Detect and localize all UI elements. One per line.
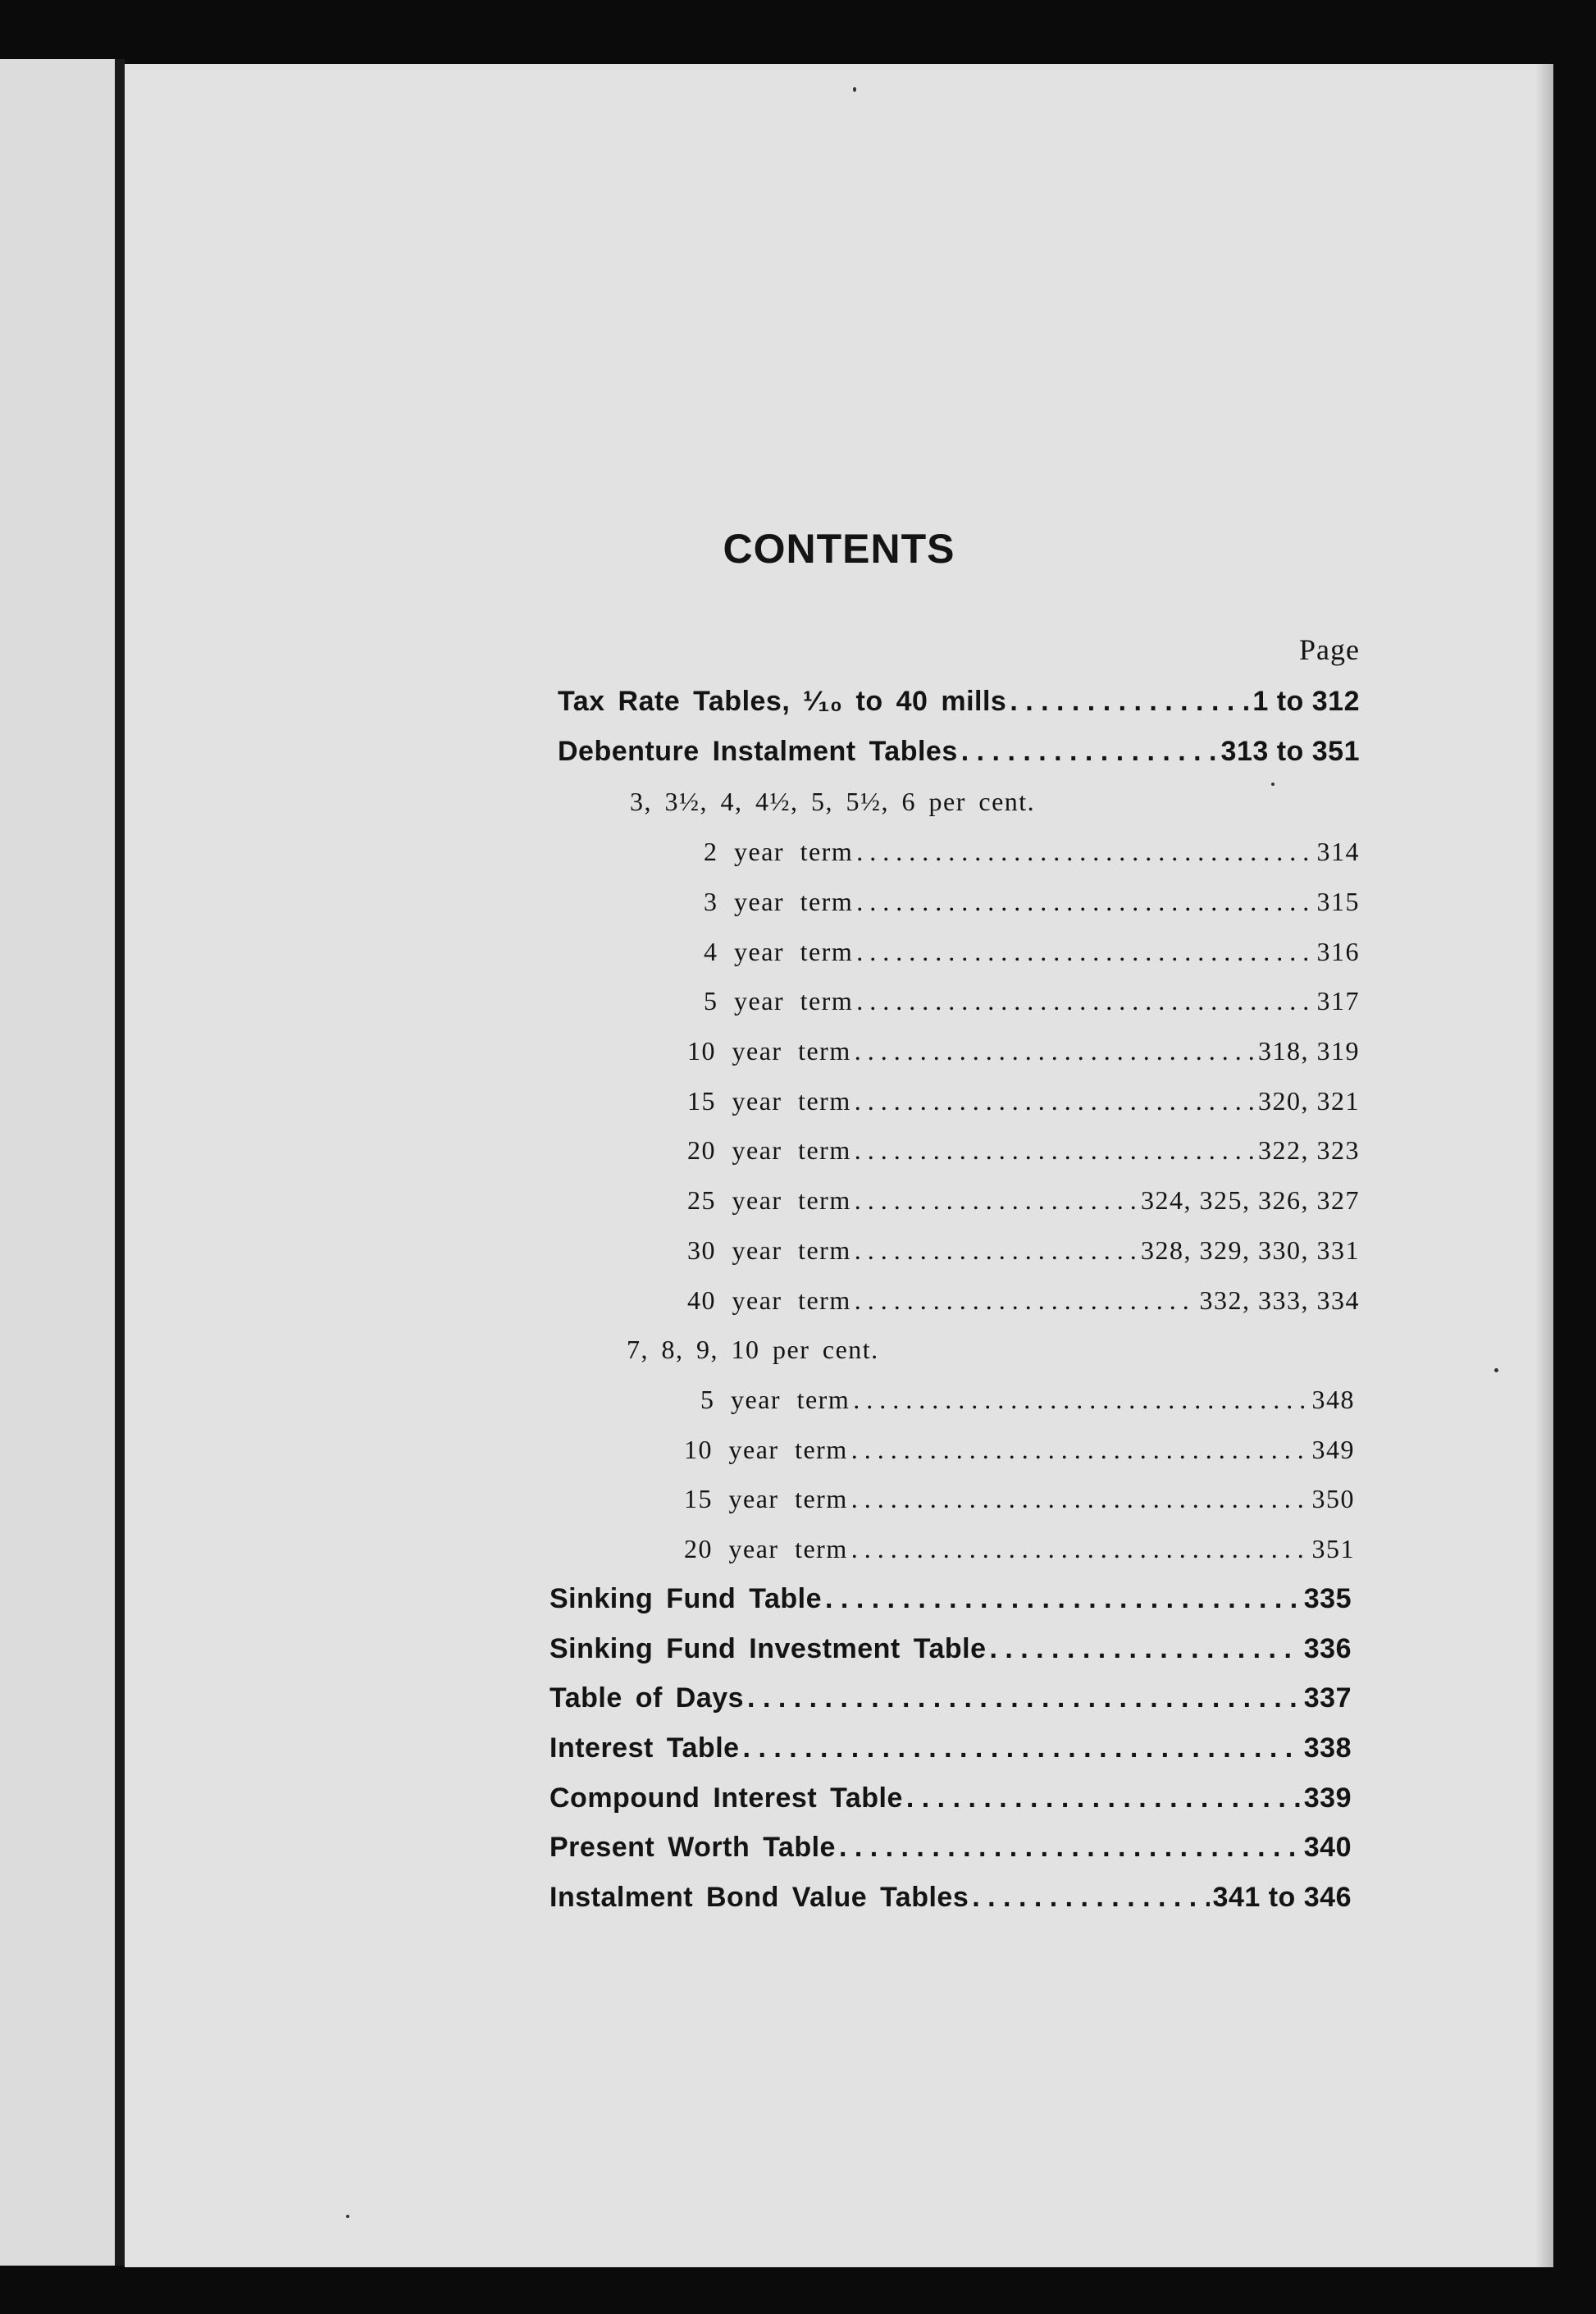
term-label: 10 year term xyxy=(684,1435,848,1464)
dot-leader xyxy=(989,1628,1300,1669)
toc-entry-label: Sinking Fund Investment Table xyxy=(549,1633,987,1664)
toc-entry-pages: 338 xyxy=(1303,1732,1352,1764)
toc-term-row[interactable] xyxy=(687,1030,1360,1071)
toc-entry-label: Debenture Instalment Tables xyxy=(558,736,958,767)
dot-leader xyxy=(747,1677,1301,1718)
term-pages: 351 xyxy=(1311,1534,1355,1563)
dot-leader xyxy=(855,1030,1255,1071)
page-title: CONTENTS xyxy=(723,526,955,572)
dot-leader xyxy=(851,1429,1309,1470)
dot-leader xyxy=(851,1528,1309,1569)
toc-entry-sinking-fund-table[interactable] xyxy=(549,1578,1352,1619)
toc-entry-pages: 336 xyxy=(1303,1633,1352,1664)
toc-term-row[interactable] xyxy=(684,1429,1355,1470)
term-label: 3 year term xyxy=(704,887,854,916)
toc-term-row[interactable] xyxy=(687,1280,1360,1321)
toc-entry-pages: 340 xyxy=(1303,1832,1352,1863)
toc-entry-label: Present Worth Table xyxy=(549,1832,836,1863)
toc-entry-table-of-days[interactable] xyxy=(549,1677,1352,1718)
dot-leader xyxy=(1010,681,1249,722)
term-pages: 315 xyxy=(1316,887,1360,916)
toc-entry-label: Tax Rate Tables, ¹⁄₁₀ to 40 mills xyxy=(558,686,1007,717)
dot-leader xyxy=(856,931,1313,972)
term-pages: 350 xyxy=(1311,1484,1355,1513)
toc-entry-debenture-instalment-tables[interactable] xyxy=(558,731,1360,772)
term-pages: 316 xyxy=(1316,937,1360,966)
page-edge-shadow xyxy=(1535,64,1553,2267)
term-pages: 314 xyxy=(1316,837,1360,866)
term-label: 5 year term xyxy=(700,1385,850,1414)
term-label: 5 year term xyxy=(704,986,854,1016)
toc-entry-label: Instalment Bond Value Tables xyxy=(549,1882,969,1913)
toc-term-row[interactable] xyxy=(704,881,1360,922)
dot-leader xyxy=(961,731,1218,772)
toc-term-row[interactable] xyxy=(687,1180,1360,1221)
term-pages: 324, 325, 326, 327 xyxy=(1141,1185,1360,1215)
term-label: 40 year term xyxy=(687,1285,851,1315)
toc-term-row[interactable] xyxy=(684,1478,1355,1519)
dot-leader xyxy=(855,1230,1138,1271)
toc-entry-pages: 341 to 346 xyxy=(1212,1882,1352,1913)
toc-entry-pages: 1 to 312 xyxy=(1252,686,1360,717)
toc-entry-pages: 335 xyxy=(1303,1583,1352,1614)
toc-term-row[interactable] xyxy=(687,1130,1360,1171)
dot-leader xyxy=(856,980,1313,1021)
toc-entry-tax-rate-tables[interactable] xyxy=(558,681,1360,722)
dot-leader xyxy=(851,1478,1309,1519)
term-pages: 348 xyxy=(1311,1385,1355,1414)
term-label: 30 year term xyxy=(687,1235,851,1265)
toc-term-row[interactable] xyxy=(700,1379,1355,1420)
toc-entry-pages: 337 xyxy=(1303,1682,1352,1714)
term-pages: 317 xyxy=(1316,986,1360,1016)
toc-entry-pages: 313 to 351 xyxy=(1220,736,1360,767)
toc-term-row[interactable] xyxy=(704,980,1360,1021)
term-label: 4 year term xyxy=(704,937,854,966)
term-pages: 322, 323 xyxy=(1258,1135,1360,1165)
scan-speck xyxy=(346,2215,349,2218)
toc-entry-compound-interest-table[interactable] xyxy=(549,1778,1352,1819)
dot-leader xyxy=(856,881,1313,922)
contents-page xyxy=(125,64,1553,2267)
term-label: 2 year term xyxy=(704,837,854,866)
dot-leader xyxy=(856,831,1313,872)
previous-page-strip xyxy=(0,59,120,2266)
toc-entry-label: Table of Days xyxy=(549,1682,745,1714)
term-pages: 318, 319 xyxy=(1258,1036,1360,1066)
dot-leader xyxy=(906,1778,1301,1819)
binding-edge xyxy=(115,59,125,2266)
dot-leader xyxy=(855,1280,1197,1321)
toc-entry-sinking-fund-investment-table[interactable] xyxy=(549,1628,1352,1669)
dot-leader xyxy=(839,1827,1301,1868)
scan-speck xyxy=(1494,1368,1498,1372)
toc-term-row[interactable] xyxy=(704,831,1360,872)
dot-leader xyxy=(825,1578,1301,1619)
toc-term-row[interactable] xyxy=(687,1230,1360,1271)
dot-leader xyxy=(855,1080,1255,1121)
toc-entry-label: Sinking Fund Table xyxy=(549,1583,823,1614)
term-label: 20 year term xyxy=(687,1135,851,1165)
term-pages: 332, 333, 334 xyxy=(1199,1285,1360,1315)
rate-group-heading: 7, 8, 9, 10 per cent. xyxy=(627,1335,879,1364)
toc-entry-interest-table[interactable] xyxy=(549,1728,1352,1769)
dot-leader xyxy=(743,1728,1301,1769)
term-label: 20 year term xyxy=(684,1534,848,1563)
term-label: 15 year term xyxy=(687,1086,851,1116)
scan-speck xyxy=(853,87,856,92)
toc-entry-label: Compound Interest Table xyxy=(549,1782,903,1814)
toc-entry-present-worth-table[interactable] xyxy=(549,1827,1352,1868)
term-label: 25 year term xyxy=(687,1185,851,1215)
rate-group-heading: 3, 3½, 4, 4½, 5, 5½, 6 per cent. xyxy=(630,787,1036,816)
scan-speck xyxy=(1271,783,1275,786)
term-label: 10 year term xyxy=(687,1036,851,1066)
toc-entry-label: Interest Table xyxy=(549,1732,740,1764)
toc-term-row[interactable] xyxy=(687,1080,1360,1121)
term-pages: 349 xyxy=(1311,1435,1355,1464)
toc-term-row[interactable] xyxy=(704,931,1360,972)
toc-entry-pages: 339 xyxy=(1303,1782,1352,1814)
term-pages: 320, 321 xyxy=(1258,1086,1360,1116)
dot-leader xyxy=(972,1877,1209,1918)
dot-leader xyxy=(855,1180,1138,1221)
term-label: 15 year term xyxy=(684,1484,848,1513)
page-column-header: Page xyxy=(1299,633,1360,666)
toc-entry-instalment-bond-value-tables[interactable] xyxy=(549,1877,1352,1918)
dot-leader xyxy=(855,1130,1255,1171)
toc-term-row[interactable] xyxy=(684,1528,1355,1569)
dot-leader xyxy=(853,1379,1308,1420)
term-pages: 328, 329, 330, 331 xyxy=(1141,1235,1360,1265)
